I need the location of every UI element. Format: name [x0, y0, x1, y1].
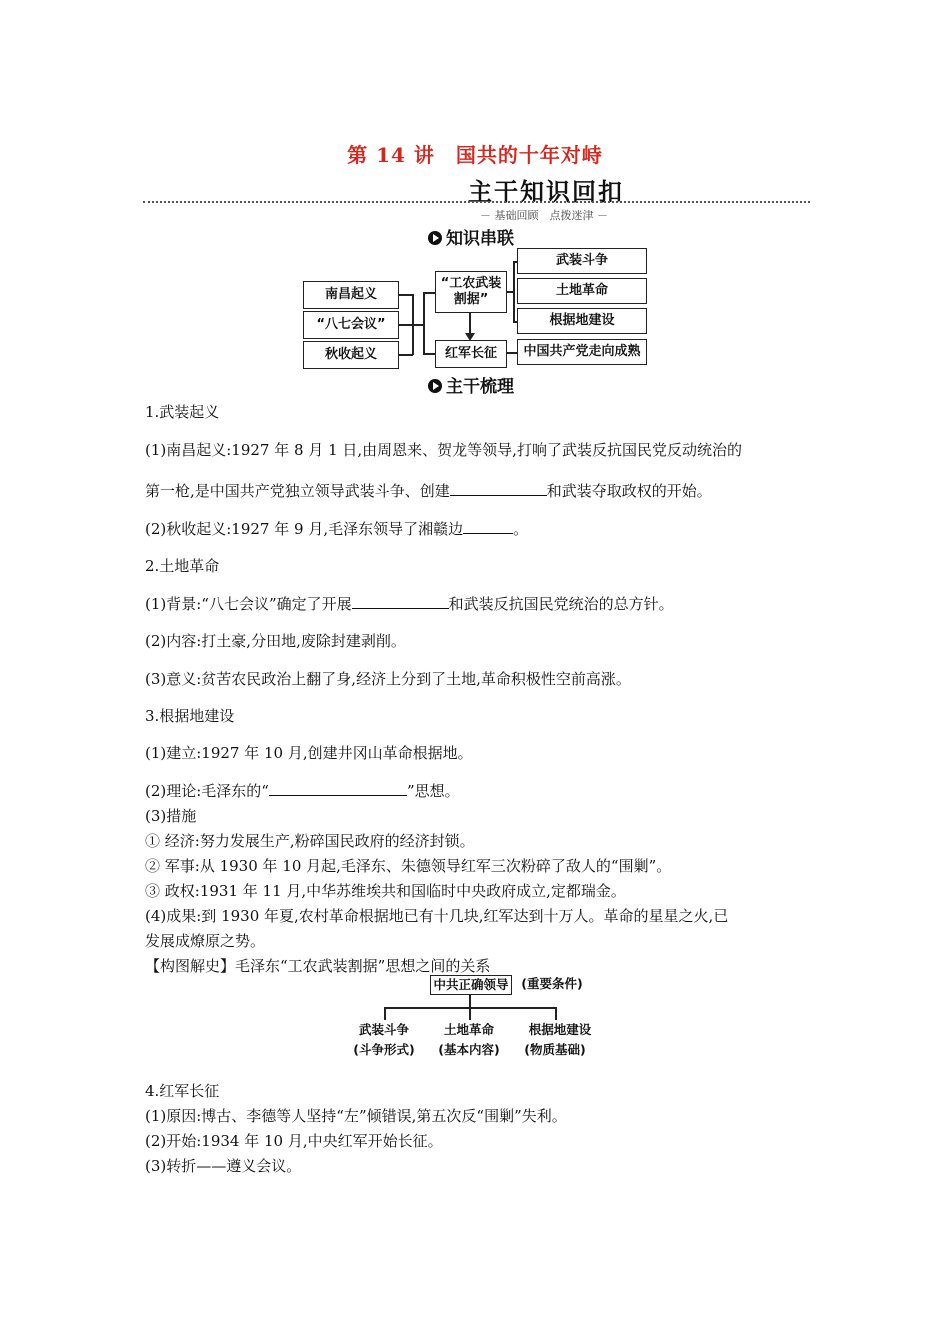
section-chain-label: 知识串联	[446, 229, 514, 249]
tree-branch-label: 土地革命	[443, 1022, 494, 1037]
fill-blank	[269, 781, 407, 796]
arrow-line	[469, 313, 471, 335]
diagram-box-tudi: 土地革命	[517, 278, 647, 304]
connector-line	[507, 352, 517, 354]
page-title: 第 14 讲 国共的十年对峙	[347, 143, 603, 167]
diagram-box-changzheng: 红军长征	[435, 340, 507, 368]
diagram-box-genjudi: 根据地建设	[517, 308, 647, 334]
connector-line	[399, 294, 413, 296]
section-chain-heading	[428, 224, 514, 249]
paragraph-text: 。	[513, 520, 529, 538]
diagram-box-chengshu: 中国共产党走向成熟	[517, 339, 647, 365]
paragraph: (1)南昌起义:1927 年 8 月 1 日,由周恩来、贺龙等领导,打响了武装反抗国民党反动统治的	[145, 441, 742, 459]
paragraph: (2)内容:打土豪,分田地,废除封建剥削。	[145, 632, 406, 650]
paragraph	[145, 480, 712, 502]
heading-long-march: 4.红军长征	[145, 1082, 220, 1100]
paragraph: (1)原因:博古、李德等人坚持“左”倾错误,第五次反“围剿”失利。	[145, 1107, 567, 1125]
paragraph-text: 和武装反抗国民党统治的总方针。	[448, 595, 674, 613]
paragraph-text: 和武装夺取政权的开始。	[546, 482, 712, 500]
connector-line	[555, 1007, 557, 1020]
section-subbanner: － 基础回顾 点拨迷津 －	[480, 209, 608, 222]
diagram-box-gegun: “工农武装割据”	[435, 271, 507, 313]
tree-branch-label: 武装斗争	[358, 1022, 409, 1037]
diagram-box-wuzhuang: 武装斗争	[517, 248, 647, 274]
diagram-box-qiushou: 秋收起义	[303, 341, 399, 369]
tree-branch-note: (物质基础)	[524, 1042, 586, 1057]
heading-land-revolution: 2.土地革命	[145, 557, 220, 575]
paragraph-text: (2)秋收起义:1927 年 9 月,毛泽东领导了湘赣边	[145, 520, 464, 538]
paragraph: (4)成果:到 1930 年夏,农村革命根据地已有十几块,红军达到十万人。革命的星星之火,已	[145, 907, 729, 925]
connector-line	[469, 1007, 471, 1020]
tree-branch-label: 根据地建设	[528, 1022, 592, 1037]
connector-line	[412, 294, 414, 355]
connector-line	[384, 1007, 386, 1020]
section-outline-label: 主干梳理	[446, 377, 514, 397]
paragraph: ① 经济:努力发展生产,粉碎国民政府的经济封锁。	[145, 832, 475, 850]
connector-line	[423, 292, 435, 294]
paragraph-text: 第一枪,是中国共产党独立领导武装斗争、创建	[145, 482, 450, 500]
connector-line	[399, 324, 423, 326]
tree-root-box: 中共正确领导	[430, 975, 512, 995]
paragraph: 【构图解史】毛泽东“工农武装割据”思想之间的关系	[145, 957, 491, 975]
dotted-divider	[143, 201, 810, 203]
paragraph	[145, 593, 674, 615]
diagram-box-nanchang: 南昌起义	[303, 281, 399, 309]
paragraph: (3)转折——遵义会议。	[145, 1157, 302, 1175]
play-icon	[428, 379, 442, 393]
heading-armed-uprising: 1.武装起义	[145, 403, 220, 421]
paragraph	[145, 780, 460, 802]
fill-blank	[463, 519, 513, 534]
connector-line	[423, 353, 435, 355]
paragraph: 发展成燎原之势。	[145, 932, 266, 950]
paragraph: (3)意义:贫苦农民政治上翻了身,经济上分到了土地,革命积极性空前高涨。	[145, 670, 631, 688]
section-outline-heading	[428, 372, 514, 397]
section-banner: 主干知识回扣	[468, 178, 624, 206]
paragraph: (2)开始:1934 年 10 月,中央红军开始长征。	[145, 1132, 443, 1150]
fill-blank	[450, 481, 547, 496]
paragraph: (1)建立:1927 年 10 月,创建井冈山革命根据地。	[145, 744, 473, 762]
connector-line	[423, 292, 425, 354]
paragraph-text: ”思想。	[406, 782, 460, 800]
paragraph-text: (1)背景:“八七会议”确定了开展	[145, 595, 352, 613]
connector-line	[399, 354, 413, 356]
tree-branch-note: (斗争形式)	[353, 1042, 415, 1057]
paragraph: (3)措施	[145, 807, 197, 825]
paragraph-text: (2)理论:毛泽东的“	[145, 782, 269, 800]
play-icon	[428, 231, 442, 245]
paragraph	[145, 518, 528, 540]
paragraph: ② 军事:从 1930 年 10 月起,毛泽东、朱德领导红军三次粉碎了敌人的“围剿”。	[145, 857, 672, 875]
tree-root-note: (重要条件)	[521, 976, 583, 991]
diagram-box-baqi: “八七会议”	[303, 311, 399, 339]
connector-line	[513, 261, 515, 322]
connector-line	[469, 994, 471, 1008]
tree-branch-note: (基本内容)	[438, 1042, 500, 1057]
heading-base-building: 3.根据地建设	[145, 707, 235, 725]
paragraph: ③ 政权:1931 年 11 月,中华苏维埃共和国临时中央政府成立,定都瑞金。	[145, 882, 626, 900]
fill-blank	[352, 594, 449, 609]
